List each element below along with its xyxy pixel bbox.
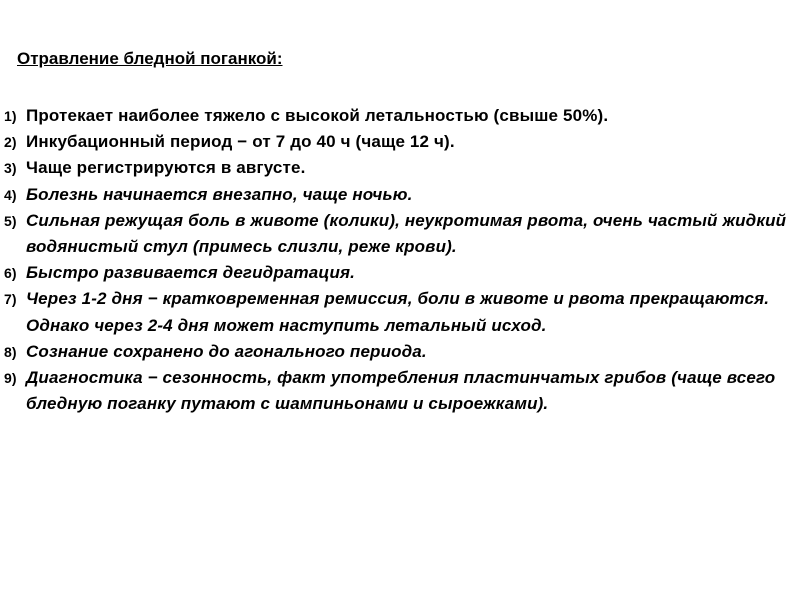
item-number: 3): [4, 160, 17, 177]
list-item: [0, 286, 790, 338]
list-item: [0, 103, 790, 129]
item-number: 9): [4, 370, 17, 387]
item-number: 7): [4, 291, 17, 308]
item-text: Сильная режущая боль в животе (колики), неукротимая рвота, очень частый жидкий водянистый стул (примесь слизли, реже крови).: [26, 210, 787, 257]
item-text: Чаще регистрируются в августе.: [26, 158, 306, 178]
list-item: [0, 208, 790, 260]
item-text: Диагностика − сезонность, факт употребления пластинчатых грибов (чаще всего бледную поганку путают с шампиньонами и сыроежками).: [26, 368, 776, 414]
item-number: 5): [4, 212, 17, 229]
item-number: 2): [4, 134, 17, 151]
item-number: 4): [4, 186, 17, 203]
list-item: [0, 365, 790, 417]
item-number: 1): [4, 108, 17, 124]
list-item: [0, 260, 790, 286]
symptom-list: [0, 103, 790, 417]
item-text: Сознание сохранено до агонального периода.: [26, 341, 427, 361]
item-number: 6): [4, 265, 17, 282]
item-text: Через 1-2 дня − кратковременная ремиссия, боли в животе и рвота прекращаются. Однако через 2-4 дня может наступить летальный исход.: [26, 289, 770, 335]
item-text: Болезнь начинается внезапно, чаще ночью.: [26, 184, 413, 204]
item-text: Быстро развивается дегидратация.: [26, 263, 356, 283]
item-text: Инкубационный период − от 7 до 40 ч (чаще 12 ч).: [26, 132, 455, 152]
list-item: [0, 182, 790, 208]
item-number: 8): [4, 343, 17, 360]
item-text: Протекает наиболее тяжело с высокой летальностью (свыше 50%).: [26, 106, 609, 125]
heading-text: Отравление бледной поганкой:: [17, 49, 283, 68]
slide-heading: [7, 48, 283, 70]
list-item: [0, 339, 790, 365]
list-item: [0, 155, 790, 181]
list-item: [0, 129, 790, 155]
